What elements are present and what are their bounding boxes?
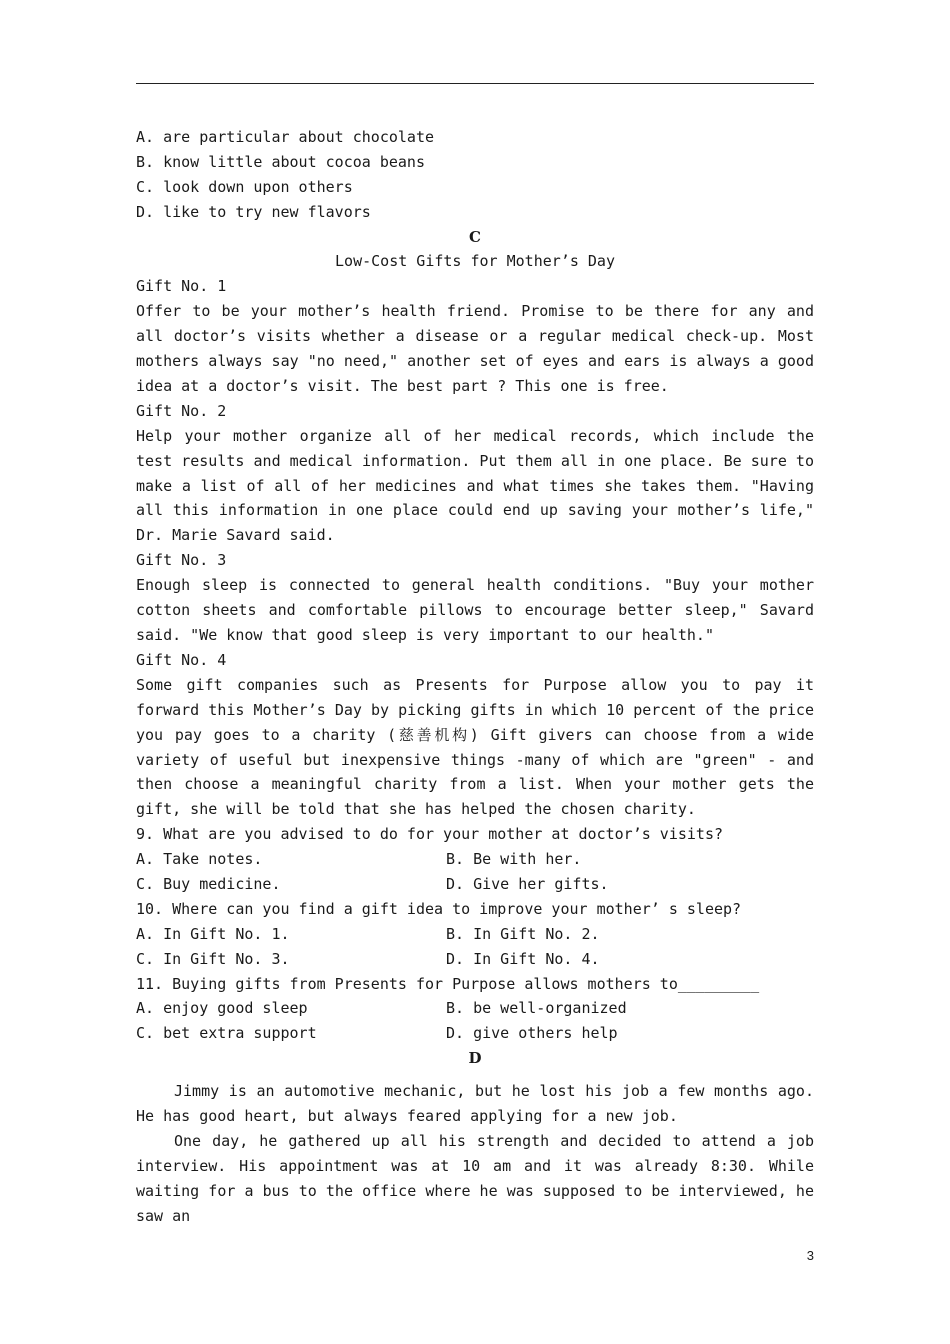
- q10-option-a: A. In Gift No. 1.: [136, 924, 290, 943]
- gift-1-heading: Gift No. 1: [136, 277, 227, 296]
- header-rule: [136, 83, 814, 84]
- section-d-paragraph-1: Jimmy is an automotive mechanic, but he lost his job a few months ago. He has good heart, but always feared applying for a new job.: [136, 1082, 814, 1126]
- q9-option-d: D. Give her gifts.: [446, 875, 609, 893]
- gift-3-heading: Gift No. 3: [136, 551, 227, 570]
- question-9-stem: 9. What are you advised to do for your mother at doctor’s visits?: [136, 825, 723, 844]
- question-10-options-row1: [136, 922, 814, 947]
- question-11-stem: 11. Buying gifts from Presents for Purpose allows mothers to_________: [136, 974, 760, 993]
- section-d-paragraph-2: One day, he gathered up all his strength and decided to attend a job interview. His appointment was at 10 am and it was already 8:30. While waiting for a bus to the office where he was supposed to be interviewed, he saw an: [136, 1131, 814, 1225]
- section-d-letter: D: [468, 1049, 482, 1068]
- page-content: [136, 125, 814, 1229]
- option-d: D. like to try new flavors: [136, 202, 371, 221]
- question-9-options-row2: [136, 872, 814, 897]
- q11-option-c: C. bet extra support: [136, 1024, 317, 1043]
- gift-4-text: Some gift companies such as Presents for Purpose allow you to pay it forward this Mother’s Day by picking gifts in which 10 percent of the price you pay goes to a charity (慈善机构) Gift givers can choose from a wide variety of useful but inexpensive things -many of which are "green" - and then choose a meaningful charity from a list. When your mother gets the gift, she will be told that she has helped the chosen charity.: [136, 675, 814, 819]
- gift-4-heading: Gift No. 4: [136, 650, 227, 669]
- option-c: C. look down upon others: [136, 177, 353, 196]
- q9-option-b: B. Be with her.: [446, 850, 582, 869]
- q11-option-a: A. enjoy good sleep: [136, 999, 308, 1018]
- gift-3-text: Enough sleep is connected to general health conditions. "Buy your mother cotton sheets and comfortable pillows to encourage better sleep," Savard said. "We know that good sleep is very important to our health.": [136, 576, 814, 644]
- question-11-options-row2: [136, 1021, 814, 1046]
- q11-option-b: B. be well-organized: [446, 999, 627, 1018]
- question-11-options-row1: [136, 996, 814, 1021]
- q8-options: [136, 125, 814, 225]
- q11-option-d: D. give others help: [446, 1024, 618, 1043]
- question-10-stem: 10. Where can you find a gift idea to improve your mother’ s sleep?: [136, 899, 742, 918]
- q10-option-b: B. In Gift No. 2.: [446, 924, 600, 943]
- section-c-title: Low-Cost Gifts for Mother’s Day: [335, 252, 615, 271]
- question-9-options-row1: [136, 847, 814, 872]
- gift-1-text: Offer to be your mother’s health friend. Promise to be there for any and all doctor’s visits whether a disease or a regular medical check-up. Most mothers always say "no need," another set of eyes and ears is always a good idea at a doctor’s visit. The best part ? This one is free.: [136, 302, 814, 395]
- q10-option-c: C. In Gift No. 3.: [136, 949, 290, 968]
- page-number: 3: [806, 1248, 814, 1263]
- q10-option-d: D. In Gift No. 4.: [446, 949, 600, 968]
- q9-option-c: C. Buy medicine.: [136, 875, 281, 893]
- question-10-options-row2: [136, 947, 814, 972]
- option-a: A. are particular about chocolate: [136, 128, 435, 146]
- option-b: B. know little about cocoa beans: [136, 152, 425, 171]
- section-c-letter: C: [469, 227, 481, 246]
- gift-2-text: Help your mother organize all of her medical records, which include the test results and medical information. Put them all in one place. Be sure to make a list of all of her medicines and what times she takes them. "Having all this information in one place could end up saving your mother’s life," Dr. Marie Savard said.: [136, 426, 814, 545]
- gift-2-heading: Gift No. 2: [136, 401, 227, 420]
- q9-option-a: A. Take notes.: [136, 850, 263, 869]
